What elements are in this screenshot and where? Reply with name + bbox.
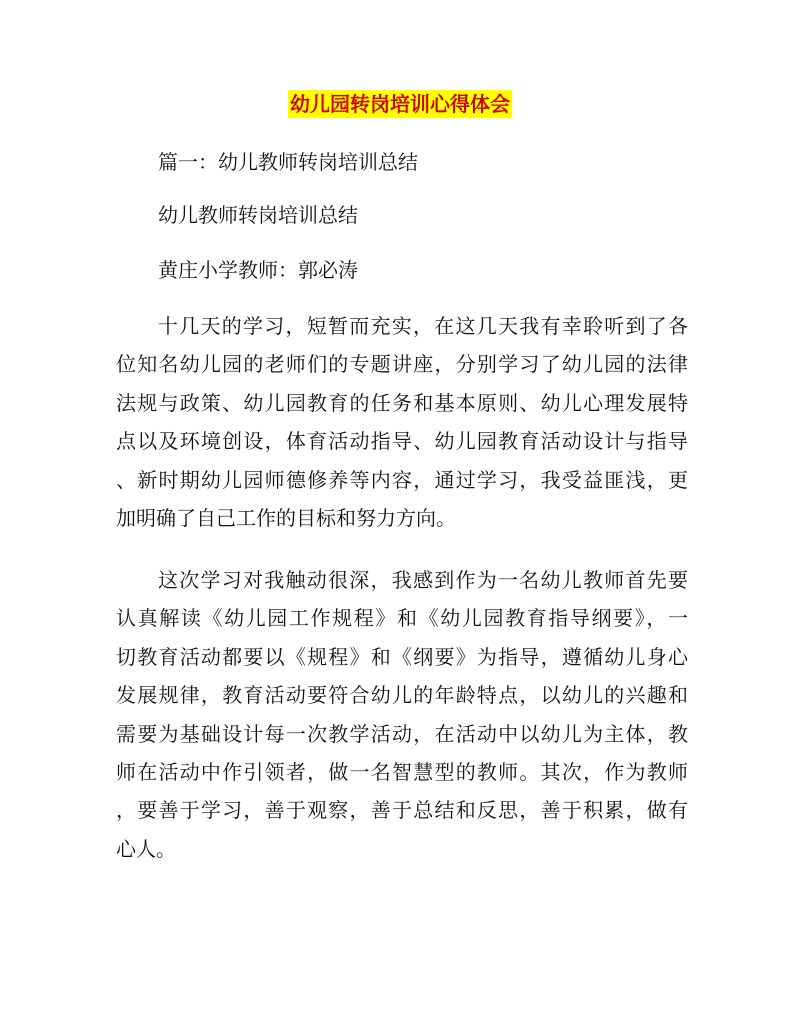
paragraph-line: 加明确了自己工作的目标和努力方向。 [116, 506, 456, 531]
paragraph-line: 认真解读《幼儿园工作规程》和《幼儿园教育指导纲要》，一 [116, 606, 688, 631]
paragraph-line: 这次学习对我触动很深，我感到作为一名幼儿教师首先要 [158, 568, 688, 592]
paragraph-line: 发展规律，教育活动要符合幼儿的年龄特点，以幼儿的兴趣和 [116, 683, 688, 708]
paragraph-line: ，要善于学习，善于观察，善于总结和反思，善于积累，做有 [116, 798, 688, 823]
section-heading: 篇一：幼儿教师转岗培训总结 [158, 150, 418, 174]
paragraph-1 [116, 307, 688, 537]
paragraph-line: 十几天的学习，短暂而充实，在这几天我有幸聆听到了各 [158, 314, 688, 338]
paragraph-line: 点以及环境创设，体育活动指导、幼儿园教育活动设计与指导 [116, 429, 688, 454]
paragraph-line: 法规与政策、幼儿园教育的任务和基本原则、幼儿心理发展特 [116, 390, 688, 415]
paragraph-line: 师在活动中作引领者，做一名智慧型的教师。其次，作为教师 [116, 760, 688, 785]
title-wrapper [0, 90, 800, 118]
paragraph-line: 切教育活动都要以《规程》和《纲要》为指导，遵循幼儿身心 [116, 644, 688, 669]
paragraph-line: 需要为基础设计每一次教学活动，在活动中以幼儿为主体，教 [116, 721, 688, 746]
document-title: 幼儿园转岗培训心得体会 [290, 92, 510, 116]
paragraph-line: 心人。 [116, 836, 176, 861]
author-line: 黄庄小学教师：郭必涛 [158, 258, 358, 282]
paragraph-line: 、新时期幼儿园师德修养等内容，通过学习，我受益匪浅，更 [116, 467, 688, 492]
paragraph-line: 位知名幼儿园的老师们的专题讲座，分别学习了幼儿园的法律 [116, 352, 688, 377]
document-subtitle: 幼儿教师转岗培训总结 [158, 203, 358, 227]
paragraph-2 [116, 561, 688, 868]
